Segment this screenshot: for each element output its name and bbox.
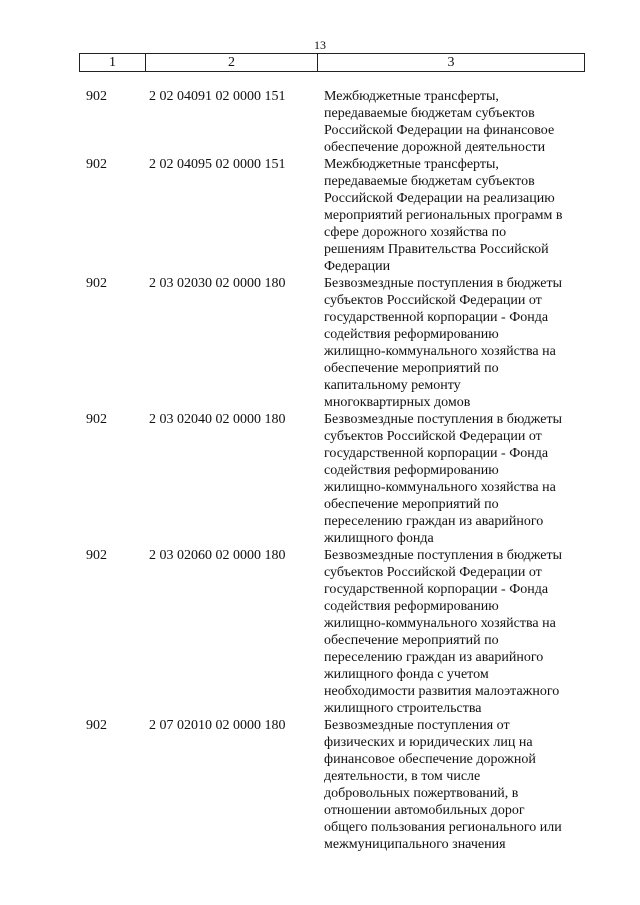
- description-line: передаваемые бюджетам субъектов: [324, 174, 535, 189]
- description-line: государственной корпорации - Фонда: [324, 310, 549, 325]
- revenue-code: 2 02 04091 02 0000 151: [149, 89, 286, 104]
- description-line: жилищно-коммунального хозяйства на: [324, 480, 556, 495]
- revenue-description: [324, 411, 586, 547]
- description-line: деятельности, в том числе: [324, 769, 481, 784]
- description-line: Российской Федерации на реализацию: [324, 191, 555, 206]
- column-header-2: 2: [146, 54, 318, 71]
- description-line: Безвозмездные поступления в бюджеты: [324, 276, 562, 291]
- description-line: субъектов Российской Федерации от: [324, 429, 542, 444]
- description-line: отношении автомобильных дорог: [324, 803, 525, 818]
- description-line: переселению граждан из аварийного: [324, 650, 544, 665]
- revenue-code: 2 03 02040 02 0000 180: [149, 412, 286, 427]
- admin-code: 902: [86, 412, 107, 427]
- description-line: Безвозмездные поступления от: [324, 718, 510, 733]
- column-header-3: 3: [447, 55, 455, 70]
- table-row: [0, 88, 640, 156]
- description-line: обеспечение мероприятий по: [324, 633, 499, 648]
- description-line: субъектов Российской Федерации от: [324, 293, 542, 308]
- description-line: жилищного строительства: [324, 701, 482, 716]
- admin-code: 902: [86, 718, 107, 733]
- description-line: жилищного фонда с учетом: [324, 667, 489, 682]
- admin-code: 902: [86, 548, 107, 563]
- description-line: содействия реформированию: [324, 463, 499, 478]
- table-row: [0, 275, 640, 411]
- description-line: содействия реформированию: [324, 599, 499, 614]
- description-line: физических и юридических лиц на: [324, 735, 533, 750]
- description-line: Безвозмездные поступления в бюджеты: [324, 548, 562, 563]
- table-row: [0, 717, 640, 853]
- revenue-description: [324, 547, 586, 717]
- description-line: капитальному ремонту: [324, 378, 461, 393]
- table-row: [0, 547, 640, 717]
- description-line: многоквартирных домов: [324, 395, 471, 410]
- description-line: переселению граждан из аварийного: [324, 514, 544, 529]
- admin-code: 902: [86, 157, 107, 172]
- description-line: государственной корпорации - Фонда: [324, 582, 549, 597]
- description-line: жилищного фонда: [324, 531, 434, 546]
- description-line: общего пользования регионального или: [324, 820, 562, 835]
- admin-code: 902: [86, 89, 107, 104]
- description-line: межмуниципального значения: [324, 837, 506, 852]
- table-row: [0, 156, 640, 275]
- description-line: передаваемые бюджетам субъектов: [324, 106, 535, 121]
- description-line: жилищно-коммунального хозяйства на: [324, 616, 556, 631]
- revenue-description: [324, 88, 586, 156]
- description-line: жилищно-коммунального хозяйства на: [324, 344, 556, 359]
- description-line: Российской Федерации на финансовое: [324, 123, 555, 138]
- description-line: финансовое обеспечение дорожной: [324, 752, 536, 767]
- description-line: обеспечение мероприятий по: [324, 361, 499, 376]
- revenue-description: [324, 275, 586, 411]
- revenue-code: 2 03 02060 02 0000 180: [149, 548, 286, 563]
- table-body: [0, 88, 640, 853]
- description-line: Межбюджетные трансферты,: [324, 89, 499, 104]
- description-line: Федерации: [324, 259, 391, 274]
- table-row: [0, 411, 640, 547]
- revenue-code: 2 02 04095 02 0000 151: [149, 157, 286, 172]
- description-line: решениям Правительства Российской: [324, 242, 549, 257]
- column-header-1: 1: [80, 54, 146, 71]
- description-line: Межбюджетные трансферты,: [324, 157, 499, 172]
- revenue-description: [324, 717, 586, 853]
- description-line: добровольных пожертвований, в: [324, 786, 519, 801]
- description-line: мероприятий региональных программ в: [324, 208, 563, 223]
- description-line: обеспечение дорожной деятельности: [324, 140, 546, 155]
- revenue-description: [324, 156, 586, 275]
- column-header-row: [79, 53, 585, 72]
- revenue-code: 2 07 02010 02 0000 180: [149, 718, 286, 733]
- description-line: обеспечение мероприятий по: [324, 497, 499, 512]
- admin-code: 902: [86, 276, 107, 291]
- description-line: сфере дорожного хозяйства по: [324, 225, 507, 240]
- description-line: государственной корпорации - Фонда: [324, 446, 549, 461]
- description-line: содействия реформированию: [324, 327, 499, 342]
- revenue-code: 2 03 02030 02 0000 180: [149, 276, 286, 291]
- page-number: 13: [314, 38, 326, 52]
- description-line: субъектов Российской Федерации от: [324, 565, 542, 580]
- description-line: Безвозмездные поступления в бюджеты: [324, 412, 562, 427]
- description-line: необходимости развития малоэтажного: [324, 684, 560, 699]
